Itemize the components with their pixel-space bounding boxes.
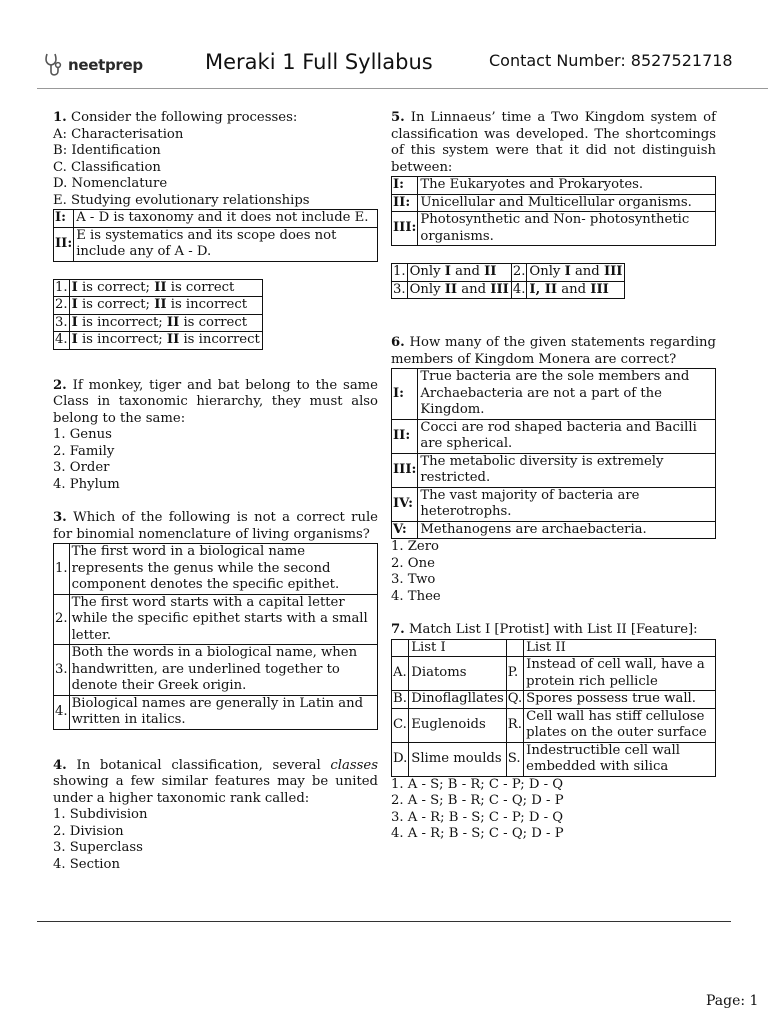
option-item[interactable]: 3. Two — [391, 572, 436, 587]
table-row — [54, 227, 378, 261]
statement-text: The Eukaryotes and Prokaryotes. — [418, 177, 716, 195]
option-item[interactable]: 3. Order — [53, 460, 110, 475]
statement-label: I: — [54, 210, 74, 228]
row-label: D. — [392, 742, 409, 776]
option-number: 1. — [393, 264, 406, 279]
statement-text: Methanogens are archaebacteria. — [418, 521, 716, 539]
option-text: Both the words in a biological name, when handwritten, are underlined together to denote their Greek origin. — [69, 645, 377, 696]
list-1-item: Slime moulds — [409, 742, 507, 776]
page-header — [0, 0, 768, 92]
q1-options-table — [53, 279, 263, 350]
option-item[interactable]: 3. Superclass — [53, 840, 143, 855]
option-row[interactable] — [54, 695, 378, 729]
q5-options-table — [391, 263, 625, 299]
left-column — [53, 110, 378, 873]
row-label: R. — [506, 708, 523, 742]
option-number: 3. — [55, 314, 68, 330]
option-number: 1. — [54, 544, 70, 595]
contact-number: Contact Number: 8527521718 — [489, 51, 733, 70]
statement-label: IV: — [392, 487, 418, 521]
statement-text: Photosynthetic and Non- photosynthetic organisms. — [418, 212, 716, 246]
neetprep-logo — [44, 50, 143, 80]
statement-label: II: — [392, 194, 418, 212]
statement-text: E is systematics and its scope does not include any of A - D. — [74, 227, 378, 261]
logo-text: neetprep — [68, 56, 143, 74]
list-2-header: List II — [524, 639, 716, 657]
statement-text: The metabolic diversity is extremely restricted. — [418, 453, 716, 487]
table-row — [392, 657, 716, 691]
option-item[interactable]: 2. One — [391, 555, 435, 571]
option-item[interactable]: 4. A - R; B - S; C - Q; D - P — [391, 826, 564, 841]
q5-statements-table — [391, 176, 716, 246]
q1-number: 1. — [53, 110, 67, 125]
header-divider — [37, 88, 768, 89]
statement-text: Cocci are rod shaped bacteria and Bacilli are spherical. — [418, 419, 716, 453]
q2-stem: If monkey, tiger and bat belong to the same Class in taxonomic hierarchy, they must also belong to the same: — [53, 377, 378, 426]
table-row — [392, 487, 716, 521]
q3-number: 3. — [53, 510, 67, 525]
question-4 — [53, 758, 378, 874]
row-label: A. — [392, 657, 409, 691]
option-row[interactable] — [54, 297, 263, 315]
option-number: 2. — [55, 297, 68, 312]
option-item[interactable]: 1. A - S; B - R; C - P; D - Q — [391, 776, 564, 792]
option-item[interactable]: 2. Family — [53, 443, 115, 459]
table-row — [392, 369, 716, 420]
option-number: 4. — [55, 332, 68, 347]
table-header-row — [392, 639, 716, 657]
q1-line: E. Studying evolutionary relationships — [53, 192, 310, 208]
question-2 — [53, 378, 378, 494]
q6-number: 6. — [391, 335, 405, 350]
list-2-item: Instead of cell wall, have a protein rich pellicle — [524, 657, 716, 691]
option-item[interactable]: 1. Genus — [53, 427, 112, 442]
row-label: B. — [393, 691, 407, 706]
list-1-item: Euglenoids — [409, 708, 507, 742]
q1-stem: Consider the following processes: — [70, 110, 298, 125]
option-item[interactable]: 1. Subdivision — [53, 807, 148, 822]
q7-match-table — [391, 639, 716, 777]
question-6 — [391, 335, 716, 605]
q4-stem: In botanical classification, several classes showing a few similar features may be united under a higher taxonomic rank called: — [53, 757, 378, 806]
option-number: 2. — [512, 264, 526, 279]
option-text[interactable]: Only II and III — [407, 281, 511, 299]
table-row — [392, 212, 716, 246]
option-item[interactable]: 4. Section — [53, 856, 120, 872]
statement-label: I: — [392, 369, 418, 420]
q1-line: D. Nomenclature — [53, 176, 168, 191]
q1-line: B: Identification — [53, 143, 161, 158]
question-3 — [53, 510, 378, 730]
statement-label: V: — [392, 521, 418, 539]
list-1-item: Dinoflagllates — [409, 691, 507, 709]
list-2-item: Cell wall has stiff cellulose plates on the outer surface — [524, 708, 716, 742]
list-1-item: Diatoms — [409, 657, 507, 691]
statement-label: III: — [392, 453, 418, 487]
option-row[interactable] — [54, 544, 378, 595]
option-number: 2. — [54, 594, 70, 645]
stethoscope-icon — [44, 52, 66, 78]
option-text: Biological names are generally in Latin and written in italics. — [69, 695, 377, 729]
footer-divider — [37, 921, 731, 922]
list-2-item: Spores possess true wall. — [524, 691, 716, 709]
option-text: I is correct; II is incorrect — [69, 297, 262, 315]
statement-text: Unicellular and Multicellular organisms. — [418, 194, 716, 212]
option-text[interactable]: Only I and II — [407, 264, 511, 282]
table-row — [54, 210, 378, 228]
row-label: C. — [392, 708, 409, 742]
option-text: I is incorrect; II is correct — [69, 314, 262, 332]
right-column — [391, 110, 716, 843]
option-row[interactable] — [54, 314, 263, 332]
table-row — [392, 419, 716, 453]
statement-text: The vast majority of bacteria are heterotrophs. — [418, 487, 716, 521]
option-row[interactable] — [54, 279, 263, 297]
option-item[interactable]: 3. A - R; B - S; C - P; D - Q — [391, 809, 564, 825]
table-row — [392, 708, 716, 742]
option-text[interactable]: Only I and III — [527, 264, 625, 282]
statement-label: II: — [392, 419, 418, 453]
option-number: 3. — [393, 281, 406, 297]
option-item[interactable]: 4. Thee — [391, 588, 441, 604]
option-text: The first word starts with a capital letter while the specific epithet starts with a small letter. — [69, 594, 377, 645]
table-row — [392, 194, 716, 212]
row-label: Q. — [507, 691, 523, 706]
table-row — [392, 521, 716, 539]
q7-stem: Match List I [Protist] with List II [Feature]: — [408, 622, 698, 637]
option-text: I is correct; II is correct — [69, 279, 262, 297]
q6-statements-table — [391, 368, 716, 539]
option-item[interactable]: 2. Division — [53, 823, 124, 839]
option-text: I is incorrect; II is incorrect — [69, 332, 262, 350]
q5-number: 5. — [391, 110, 405, 125]
question-5 — [391, 110, 716, 299]
table-row — [392, 453, 716, 487]
row-label: S. — [506, 742, 523, 776]
option-number: 1. — [55, 279, 68, 295]
option-item[interactable]: 2. A - S; B - R; C - Q; D - P — [391, 793, 564, 808]
statement-text: True bacteria are the sole members and Archaebacteria are not a part of the Kingdom. — [418, 369, 716, 420]
statement-label: I: — [392, 177, 418, 195]
q5-stem: In Linnaeus’ time a Two Kingdom system of classification was developed. The shortcomings of this system were that it did not distinguish between: — [391, 110, 716, 175]
q4-number: 4. — [53, 757, 67, 773]
option-text[interactable]: I, II and III — [527, 281, 625, 299]
option-item[interactable]: 1. Zero — [391, 539, 439, 554]
row-label: P. — [506, 657, 523, 691]
option-number: 4. — [54, 695, 70, 729]
option-number: 4. — [512, 281, 526, 297]
statement-text: A - D is taxonomy and it does not include E. — [74, 210, 378, 228]
page-number: Page: 1 — [706, 993, 759, 1009]
q3-options-table — [53, 543, 378, 730]
q6-stem: How many of the given statements regarding members of Kingdom Monera are correct? — [391, 335, 716, 367]
table-row — [392, 691, 716, 709]
question-1 — [53, 110, 378, 350]
q1-line: C. Classification — [53, 159, 161, 175]
option-item[interactable]: 4. Phylum — [53, 476, 120, 492]
list-2-item: Indestructible cell wall embedded with silica — [524, 742, 716, 776]
list-1-header: List I — [409, 639, 507, 657]
q2-number: 2. — [53, 377, 67, 393]
option-row[interactable] — [54, 332, 263, 350]
question-7 — [391, 622, 716, 843]
statement-label: II: — [54, 227, 74, 261]
q1-line: A: Characterisation — [53, 126, 184, 142]
option-text: The first word in a biological name represents the genus while the second component denotes the specific epithet. — [69, 544, 377, 595]
table-row — [392, 742, 716, 776]
q1-statements-table — [53, 209, 378, 262]
page-title: Meraki 1 Full Syllabus — [205, 50, 433, 74]
q7-number: 7. — [391, 622, 405, 637]
q3-stem: Which of the following is not a correct rule for binomial nomenclature of living organisms? — [53, 510, 378, 542]
table-row — [392, 177, 716, 195]
option-number: 3. — [54, 645, 70, 696]
option-row[interactable] — [54, 594, 378, 645]
table-row — [392, 264, 625, 282]
statement-label: III: — [392, 212, 418, 246]
option-row[interactable] — [54, 645, 378, 696]
table-row — [392, 281, 625, 299]
